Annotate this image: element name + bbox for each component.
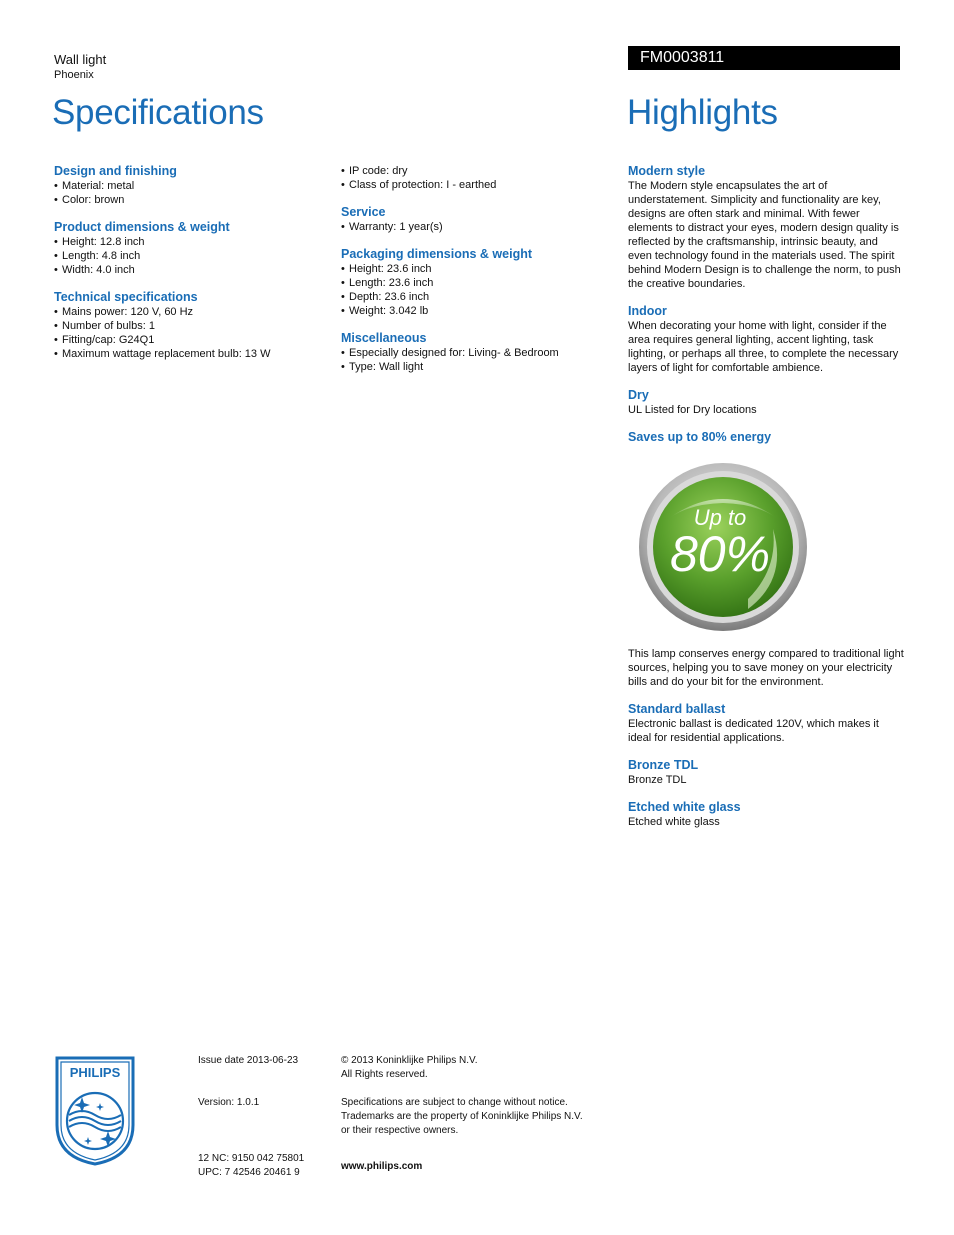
spec-item: • Color: brown xyxy=(54,193,324,207)
logo-text: PHILIPS xyxy=(69,1065,121,1080)
spec-item: • Length: 4.8 inch xyxy=(54,249,324,263)
product-name: Phoenix xyxy=(54,69,94,81)
spec-item: • Maximum wattage replacement bulb: 13 W xyxy=(54,347,324,361)
rights: All Rights reserved. xyxy=(341,1069,428,1080)
highlight-text-modern: The Modern style encapsulates the art of understatement. Simplicity and functionality are key, designs are often stark and minimal. With fewer elements to distract your eyes, modern design quality is reflected by the craftsmanship, intrinsic beauty, and even technology found in the materials used. The spirit behind Modern Design is to challenge the norm, to push the creative boundaries. xyxy=(628,180,901,290)
energy-badge-icon xyxy=(628,459,808,639)
spec-item: • Height: 12.8 inch xyxy=(54,235,324,249)
highlight-text-ballast: Electronic ballast is dedicated 120V, which makes it ideal for residential applications. xyxy=(628,718,879,744)
product-code: FM0003811 xyxy=(628,46,900,70)
philips-shield-icon xyxy=(54,1055,136,1167)
disclaimer-line-2: Trademarks are the property of Koninklijke Philips N.V. xyxy=(341,1111,583,1122)
spec-section-title: Design and finishing xyxy=(54,164,177,178)
highlight-title-energy: Saves up to 80% energy xyxy=(628,430,772,444)
spec-item: • Height: 23.6 inch xyxy=(341,262,611,276)
specifications-heading: Specifications xyxy=(52,93,264,132)
product-type: Wall light xyxy=(54,52,107,67)
disclaimer-line-3: or their respective owners. xyxy=(341,1125,459,1136)
spec-item: • Warranty: 1 year(s) xyxy=(341,220,611,234)
highlight-title-bronze: Bronze TDL xyxy=(628,758,699,772)
spec-section-title: Service xyxy=(341,205,386,219)
spec-item: • Weight: 3.042 lb xyxy=(341,304,611,318)
spec-item: • Class of protection: I - earthed xyxy=(341,178,611,192)
highlight-text-bronze: Bronze TDL xyxy=(628,774,687,786)
nc-number: 12 NC: 9150 042 75801 xyxy=(198,1153,305,1164)
spec-section-title: Technical specifications xyxy=(54,290,198,304)
highlight-title-glass: Etched white glass xyxy=(628,800,741,814)
spec-item: • Depth: 23.6 inch xyxy=(341,290,611,304)
highlight-title-ballast: Standard ballast xyxy=(628,702,726,716)
spec-list xyxy=(341,164,611,192)
badge-line-1: Up to xyxy=(693,505,747,530)
spec-item: • Number of bulbs: 1 xyxy=(54,319,324,333)
version: Version: 1.0.1 xyxy=(198,1097,260,1108)
highlights-column xyxy=(628,164,904,829)
upc-number: UPC: 7 42546 20461 9 xyxy=(198,1167,300,1178)
highlights-heading: Highlights xyxy=(627,93,778,132)
highlight-title-modern: Modern style xyxy=(628,164,706,178)
highlight-title-indoor: Indoor xyxy=(628,304,667,318)
website-link[interactable]: www.philips.com xyxy=(341,1161,423,1172)
copyright: © 2013 Koninklijke Philips N.V. xyxy=(341,1055,478,1066)
highlight-text-glass: Etched white glass xyxy=(628,816,720,828)
spec-item: • Especially designed for: Living- & Bedroom xyxy=(341,346,611,360)
spec-item: • Width: 4.0 inch xyxy=(54,263,324,277)
spec-list xyxy=(341,220,611,234)
spec-section-title: Packaging dimensions & weight xyxy=(341,247,533,261)
spec-item: • Fitting/cap: G24Q1 xyxy=(54,333,324,347)
energy-badge xyxy=(628,459,808,639)
spec-list xyxy=(341,262,611,318)
footer-legal xyxy=(341,1054,621,1174)
footer-meta xyxy=(198,1054,338,1180)
highlight-title-dry: Dry xyxy=(628,388,649,402)
spec-item: • Mains power: 120 V, 60 Hz xyxy=(54,305,324,319)
highlight-text-indoor: When decorating your home with light, consider if the area requires general lighting, accent lighting, task lighting, or perhaps all three, to complete the necessary layers of light for comfortable ambience. xyxy=(628,320,899,374)
spec-section-title: Miscellaneous xyxy=(341,331,427,345)
disclaimer-line-1: Specifications are subject to change without notice. xyxy=(341,1097,568,1108)
spec-list xyxy=(54,235,324,277)
spec-list xyxy=(54,179,324,207)
spec-item: • Length: 23.6 inch xyxy=(341,276,611,290)
highlight-text-energy: This lamp conserves energy compared to traditional light sources, helping you to save money on your electricity bills and do your bit for the environment. xyxy=(628,648,904,688)
spec-list xyxy=(54,305,324,361)
spec-section-title: Product dimensions & weight xyxy=(54,220,230,234)
badge-line-2: 80% xyxy=(669,526,771,582)
spec-item: • Material: metal xyxy=(54,179,324,193)
highlight-text-dry: UL Listed for Dry locations xyxy=(628,404,757,416)
spec-list xyxy=(341,346,611,374)
philips-logo xyxy=(54,1055,136,1167)
spec-item: • Type: Wall light xyxy=(341,360,611,374)
spec-column-1 xyxy=(54,164,324,361)
spec-column-2 xyxy=(341,164,611,374)
issue-date: Issue date 2013-06-23 xyxy=(198,1055,299,1066)
spec-item: • IP code: dry xyxy=(341,164,611,178)
